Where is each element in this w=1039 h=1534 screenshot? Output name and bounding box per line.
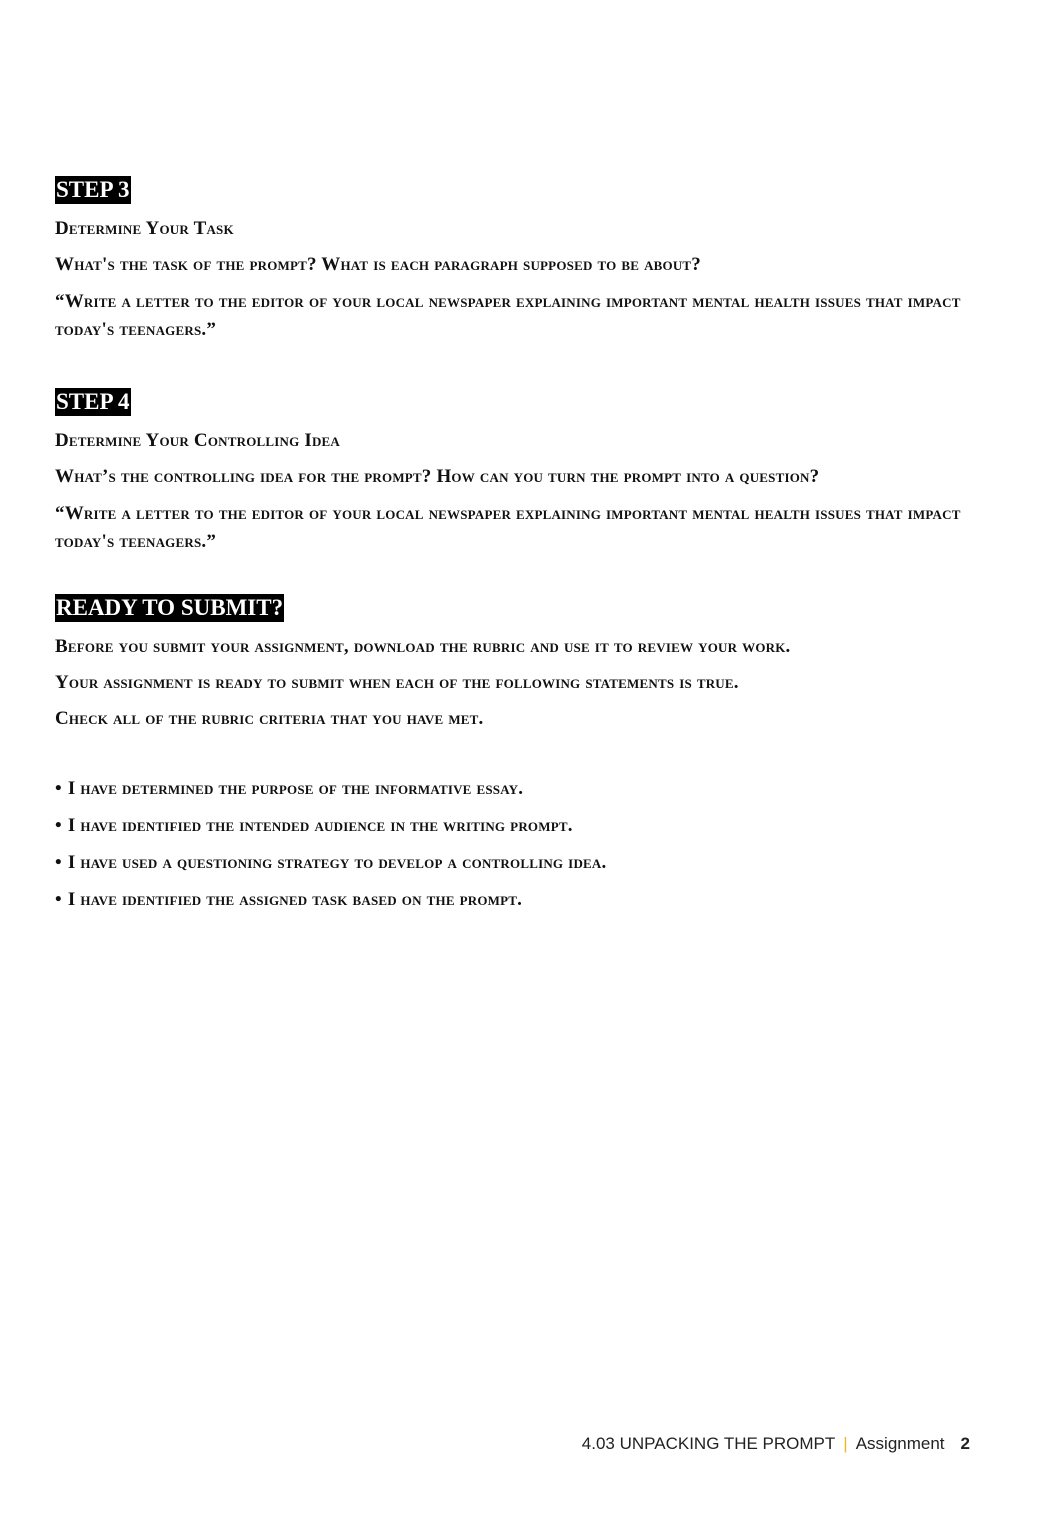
bullet-icon: •: [55, 815, 62, 836]
criteria-text: I have determined the purpose of the informative essay.: [67, 778, 524, 799]
ready-instruction-2: Your assignment is ready to submit when each of the following statements is true.: [55, 672, 739, 693]
footer-separator: |: [843, 1434, 848, 1453]
step-4-question: What’s the controlling idea for the prompt? How can you turn the prompt into a question?: [55, 466, 820, 487]
bullet-icon: •: [55, 852, 62, 873]
ready-to-submit-label: READY TO SUBMIT?: [56, 595, 284, 620]
step-4-label: STEP 4: [56, 389, 130, 414]
step-3-prompt-quote: “Write a letter to the editor of your local newspaper explaining important mental health issues that impact today's teenagers.”: [55, 291, 961, 340]
bullet-icon: •: [55, 889, 62, 910]
footer-title: 4.03 UNPACKING THE PROMPT: [581, 1434, 836, 1453]
criteria-item: [55, 887, 985, 913]
step-4-section: [55, 388, 985, 556]
page-footer: [582, 1434, 970, 1454]
footer-section: Assignment: [855, 1434, 945, 1453]
step-3-heading: Determine Your Task: [55, 218, 234, 239]
criteria-text: I have identified the assigned task based on the prompt.: [67, 889, 523, 910]
ready-to-submit-section: [55, 594, 985, 913]
criteria-text: I have used a questioning strategy to develop a controlling idea.: [67, 852, 607, 873]
criteria-item: [55, 850, 985, 876]
step-4-prompt-quote: “Write a letter to the editor of your local newspaper explaining important mental health issues that impact today's teenagers.”: [55, 503, 961, 552]
step-4-heading: Determine Your Controlling Idea: [55, 430, 340, 451]
rubric-criteria-list: [55, 776, 985, 913]
criteria-item: [55, 813, 985, 839]
ready-instruction-1: Before you submit your assignment, download the rubric and use it to review your work.: [55, 636, 791, 657]
bullet-icon: •: [55, 778, 62, 799]
page-content: [55, 176, 985, 924]
ready-instruction-3: Check all of the rubric criteria that you have met.: [55, 708, 484, 729]
step-3-label: STEP 3: [56, 177, 130, 202]
criteria-text: I have identified the intended audience in the writing prompt.: [67, 815, 573, 836]
step-3-section: [55, 176, 985, 344]
criteria-item: [55, 776, 985, 802]
step-3-question: What's the task of the prompt? What is each paragraph supposed to be about?: [55, 254, 701, 275]
page-number: 2: [960, 1434, 970, 1453]
